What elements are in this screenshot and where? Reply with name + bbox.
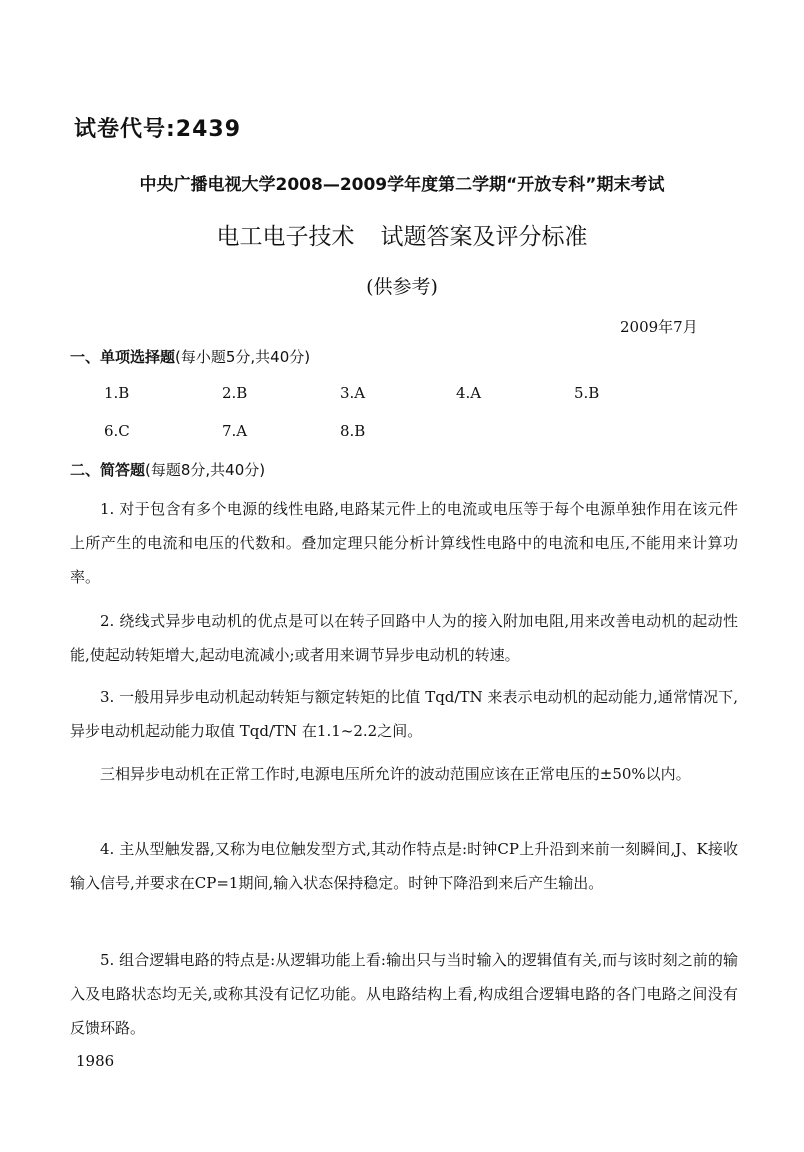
exam-code: 试卷代号:2439: [74, 117, 242, 142]
exam-header: 中央广播电视大学2008—2009学年度第二学期“开放专科”期末考试: [139, 175, 665, 195]
section-1-title: 一、单项选择题: [70, 348, 176, 366]
answer-paragraph-5: [70, 943, 738, 1045]
reference-note: (供参考): [366, 276, 438, 298]
answer-paragraph-2: [70, 604, 738, 672]
answer-paragraph-3: [70, 680, 738, 748]
section-1-scoring: (每小题5分,共40分): [175, 348, 311, 366]
mc-answer-6: 6.C: [104, 422, 130, 440]
mc-answer-8: 8.B: [340, 422, 366, 440]
document-title: [0, 218, 804, 251]
section-2-heading: [70, 459, 265, 480]
page-number: 1986: [76, 1052, 115, 1070]
answer-text-4: 4. 主从型触发器,又称为电位触发型方式,其动作特点是:时钟CP上升沿到来前一刻瞬间,J、K接收输入信号,并要求在CP=1期间,输入状态保持稳定。时钟下降沿到来后产生输出。: [70, 840, 738, 892]
title-subject: 电工电子技术: [216, 224, 355, 250]
mc-answer-2: 2.B: [222, 384, 248, 402]
mc-answer-1: 1.B: [104, 384, 130, 402]
answer-text-5: 5. 组合逻辑电路的特点是:从逻辑功能上看:输出只与当时输入的逻辑值有关,而与该时刻之前的输入及电路状态均无关,或称其没有记忆功能。从电路结构上看,构成组合逻辑电路的各门电路之间没有反馈环路。: [70, 951, 738, 1037]
mc-answer-3: 3.A: [340, 384, 366, 402]
answer-text-3: 3. 一般用异步电动机起动转矩与额定转矩的比值 Tqd/TN 来表示电动机的起动能力,通常情况下,异步电动机起动能力取值 Tqd/TN 在1.1~2.2之间。: [70, 688, 738, 740]
answer-paragraph-3b: [70, 757, 738, 791]
section-2-scoring: (每题8分,共40分): [145, 461, 266, 479]
answer-text-2: 2. 绕线式异步电动机的优点是可以在转子回路中人为的接入附加电阻,用来改善电动机的起动性能,使起动转矩增大,起动电流减小;或者用来调节异步电动机的转速。: [70, 612, 738, 664]
mc-answer-7: 7.A: [222, 422, 248, 440]
section-1-heading: [70, 346, 310, 367]
section-2-title: 二、简答题: [70, 461, 146, 479]
answer-paragraph-4: [70, 832, 738, 900]
answer-text-3b: 三相异步电动机在正常工作时,电源电压所允许的波动范围应该在正常电压的±50%以内。: [100, 765, 691, 783]
title-description: 试题答案及评分标准: [380, 224, 588, 250]
exam-date: 2009年7月: [620, 318, 698, 336]
mc-answer-5: 5.B: [574, 384, 600, 402]
answer-paragraph-1: [70, 492, 738, 594]
mc-answer-4: 4.A: [456, 384, 482, 402]
answer-text-1: 1. 对于包含有多个电源的线性电路,电路某元件上的电流或电压等于每个电源单独作用在该元件上所产生的电流和电压的代数和。叠加定理只能分析计算线性电路中的电流和电压,不能用来计算功率。: [70, 500, 738, 586]
